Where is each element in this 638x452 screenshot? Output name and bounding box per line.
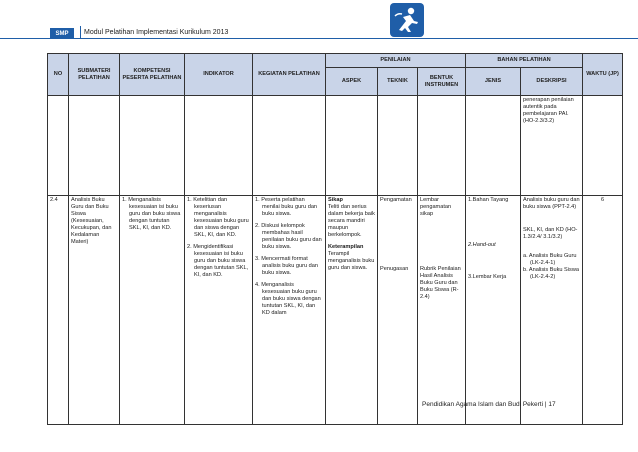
training-syllabus-table (47, 53, 623, 425)
indikator-item: 1. Ketelitian dan keseriusan menganalisis kesesuaian buku guru dan siswa dengan SKL, KI, dan KD. (187, 197, 249, 238)
page-footer: Pendidikan Agama Islam dan Budi Pekerti | 17 (422, 401, 556, 408)
kegiatan-item: 2. Diskusi kelompok membahas hasil penilaian buku guru dan buku siswa. (255, 223, 322, 250)
module-title: Modul Pelatihan Implementasi Kurikulum 2013 (84, 29, 229, 36)
continued-deskripsi: penerapan penilaian autentik pada pembelajaran PAI. (HO-2.3/3.2) (521, 96, 583, 196)
col-teknik: TEKNIK (378, 68, 418, 96)
teknik-pengamatan: Pengamatan (380, 197, 412, 203)
row-no: 2.4 (48, 196, 69, 425)
deskripsi-ppt: Analisis buku guru dan buku siswa (PPT-2.4) (523, 197, 580, 210)
col-waktu: WAKTU (JP) (583, 54, 623, 96)
kegiatan-item: 3. Mencermati format analisis buku guru dan buku siswa. (255, 256, 318, 276)
col-submateri: SUBMATERI PELATIHAN (69, 54, 120, 96)
col-no: NO (48, 54, 69, 96)
teknik-penugasan: Penugasan (380, 266, 409, 272)
jenis-lembar-kerja: 3.Lembar Kerja (468, 274, 507, 280)
row-waktu: 6 (583, 196, 623, 425)
header-rule (0, 38, 638, 39)
aspek-keterampilan-title: Keterampilan (328, 244, 364, 250)
bentuk-rubrik: Rubrik Penilaian Hasil Analisis Buku Guru dan Buku Siswa (R-2.4) (420, 266, 461, 300)
bentuk-sikap: Lembar pengamatan sikap (420, 197, 452, 217)
indikator-item: 2. Mengidentifikasi kesesuaian isi buku guru dan buku siswa dengan tuntutan SKL, KI, dan KD. (187, 244, 249, 278)
jenis-bahan-tayang: 1.Bahan Tayang (468, 197, 509, 203)
col-indikator: INDIKATOR (185, 54, 253, 96)
row-kompetensi: 1. Menganalisis kesesuaian isi buku guru dan buku siswa dengan tuntutan SKL, KI, dan KD. (122, 197, 181, 231)
col-bentuk: BENTUK INSTRUMEN (418, 68, 466, 96)
tut-wuri-logo-icon (389, 2, 425, 38)
col-deskripsi: DESKRIPSI (521, 68, 583, 96)
table-row (48, 196, 623, 425)
kegiatan-item: 1. Peserta pelatihan menilai buku guru dan buku siswa. (255, 197, 318, 217)
aspek-keterampilan-text: Terampil menganalisis buku guru dan siswa. (328, 251, 375, 271)
col-aspek: ASPEK (326, 68, 378, 96)
col-kegiatan: KEGIATAN PELATIHAN (253, 54, 326, 96)
aspek-sikap-text: Teliti dan serius dalam bekerja baik secara mandiri maupun berkelompok. (328, 204, 375, 238)
deskripsi-lk-guru: a. Analisis Buku Guru (LK-2.4-1) (523, 253, 577, 266)
jenis-hand-out: 2.Hand-out (468, 242, 496, 248)
col-bahan: BAHAN PELATIHAN (466, 54, 583, 68)
row-submateri: Analisis Buku Guru dan Buku Siswa (Kesesuaian, Kecukupan, dan Kedalaman Materi) (69, 196, 120, 425)
table-row-continued (48, 96, 623, 196)
level-badge: SMP (50, 28, 74, 39)
kegiatan-item: 4. Menganalisis kesesuaian buku guru dan buku siswa dengan tuntutan SKL, KI, dan KD dalam (255, 282, 321, 316)
col-penilaian: PENILAIAN (326, 54, 466, 68)
col-jenis: JENIS (466, 68, 521, 96)
deskripsi-ho: SKL, KI, dan KD (HO-1.3/2.4/ 3.1/3.2) (523, 227, 578, 240)
col-kompetensi: KOMPETENSI PESERTA PELATIHAN (120, 54, 185, 96)
page-header (0, 0, 638, 38)
deskripsi-lk-siswa: b. Analisis Buku Siswa (LK-2.4-2) (523, 267, 579, 280)
aspek-sikap-title: Sikap (328, 197, 343, 203)
